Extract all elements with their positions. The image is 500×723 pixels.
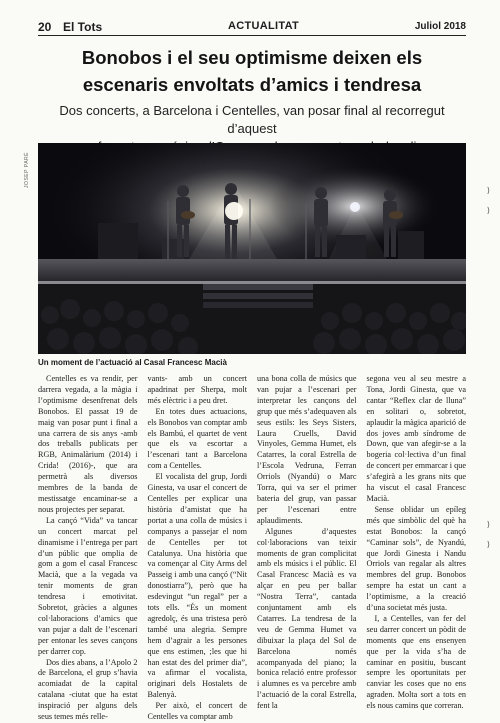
paragraph: segona veu al seu mestre a Tona, Jordi Ginesta, que va cantar “Reflex clar de lluna” en solitari o, sobretot, aplaudir la màgica aparició de dos joves amb síndrome de Down, que van afegir-se a la bogeria col·lectiva d’un final de concert per emmarcar i que s’afegirà a les grans nits que ha viscut el casal Francesc Macià.	[366, 374, 466, 503]
headline-line: escenaris envoltats d’amics i tendresa	[82, 74, 422, 95]
subheadline-line: Dos concerts, a Barcelona i Centelles, van posar final al recorregut d’aquest	[59, 103, 445, 136]
paragraph: Centelles es va rendir, per darrera vegada, a la màgia i l’optimisme desenfrenat dels Bonobos. El passat 19 de maig van posar punt i final a una carrera de sis anys -amb dos treballs publicats per RGB, Animalàrium (2014) i Crida! (2016)-, que ara permetrà als diversos membres de la banda de mestissatge encaminar-se a nous projectes per separat.	[38, 374, 138, 514]
margin-bracket-icon: ⟩	[486, 186, 490, 195]
section-name: ACTUALITAT	[228, 20, 300, 32]
page-header	[38, 20, 466, 34]
concert-photo-illustration	[38, 143, 466, 354]
paragraph: Algunes d’aquestes col·laboracions van teixir moments de gran complicitat amb els músics i el públic. El Casal Francesc Macià es va alçar en peu per ballar “Nostra Terra”, cantada conjuntament amb els Catarres. La tendresa de la veu de Gemma Humet va dibuixar la plaça del Sol de Barcelona només acompanyada del piano; la bonica relació entre professor i alumnes es va percebre amb l’actuació de la coral Estrella, fent la	[257, 526, 357, 711]
article-column-1	[38, 374, 138, 722]
article-column-4	[366, 374, 467, 711]
article-body	[38, 374, 466, 722]
publication-name: El Tots	[63, 20, 103, 34]
issue-date: Juliol 2018	[414, 21, 466, 32]
margin-bracket-icon: ⟩	[486, 206, 490, 215]
page-number: 20	[38, 20, 52, 34]
photo-credit: JOSEP PARÉ	[24, 152, 30, 188]
paragraph: Dos dies abans, a l’Apolo 2 de Barcelona, el grup s’havia acomiadat de la capital catalana -ciutat que ha estat inspiració per alguns dels seus temes més relle-	[38, 657, 138, 722]
paragraph: Sense oblidar un epíleg més que simbòlic del què ha estat Bonobos: la cançó “Caminar sols”, de Nyandú, que Jordi Ginesta i Nandu Orriols van regalar als altres membres del grup. Bonobos sempre ha estat un cant a l’optimisme, a la creació d’una societat més justa.	[366, 504, 466, 613]
paragraph: I, a Centelles, van fer del seu darrer concert un pòdit de moments que ens ensenyen que per la vida s’ha de caminar en positiu, buscant sempre les oportunitats per canviar les coses que no ens agraden. Molta sort a tots en els nous camins que correran.	[366, 613, 466, 711]
headline-line: Bonobos i el seu optimisme deixen els	[81, 47, 423, 68]
paragraph: una bona colla de músics que van pujar a l’escenari per interpretar les cançons del grup que més s’adequaven als seus estils: les Seys Sisters, Laura Cruells, David Vinyoles, Gemma Humet, els Catarres, la coral Estrella de l’Escola Vedruna, Ferran Orriols (Nyandú) o Marc Torra, qui va ser el primer bateria del grup, van passar per l’escenari entre aplaudiments.	[257, 374, 357, 525]
header-divider	[38, 35, 466, 36]
paragraph: La cançó “Vida” va tancar un concert marcat pel dinamisme i l’entrega per part d’un públic que omplia de gom a gom el casal Francesc Macià, que a la vegada va tenir moments de gran tendresa i emotivitat. Sobretot, gràcies a algunes col·laboracions d’amics que van pujar a dalt de l’escenari per entonar les seves cançons per darrer cop.	[38, 515, 138, 656]
margin-bracket-icon: ⟩	[486, 520, 490, 529]
paragraph: El vocalista del grup, Jordi Ginesta, va usar el concert de Centelles per explicar una història d’amistat que ha portat a una colla de músics i companys a passejar el nom de Centelles per tot Catalunya. Una història que va començar al City Arms del Passeig i amb una cançó (“Nit donostiarra”), però que ha esdevingut “un regal” per a tots ells. “És un moment agredolç, és una tristesa però també una alegria. Sempre hem d’agrair a les persones que ens estimen, ;les que hi han estat des del primer dia”, va afirmar el vocalista, originari dels Hostalets de Balenyà.	[147, 472, 247, 700]
margin-bracket-icon: ⟩	[486, 540, 490, 549]
article-column-3	[257, 374, 357, 711]
paragraph: En totes dues actuacions, els Bonobos van comptar amb els Bambú, el quartet de vent que els va escortar a l’escenari tant a Barcelona com a Centelles.	[147, 406, 247, 471]
paragraph: vants- amb un concert apadrinat per Sherpa, molt més elèctric i a peu dret.	[147, 374, 247, 405]
photo-caption: Un moment de l’actuació al Casal Francesc Macià	[38, 358, 227, 367]
paragraph: Per això, el concert de Centelles va comptar amb	[147, 701, 247, 722]
article-column-2	[147, 374, 248, 722]
article-headline	[38, 44, 466, 98]
concert-photo	[38, 143, 466, 354]
